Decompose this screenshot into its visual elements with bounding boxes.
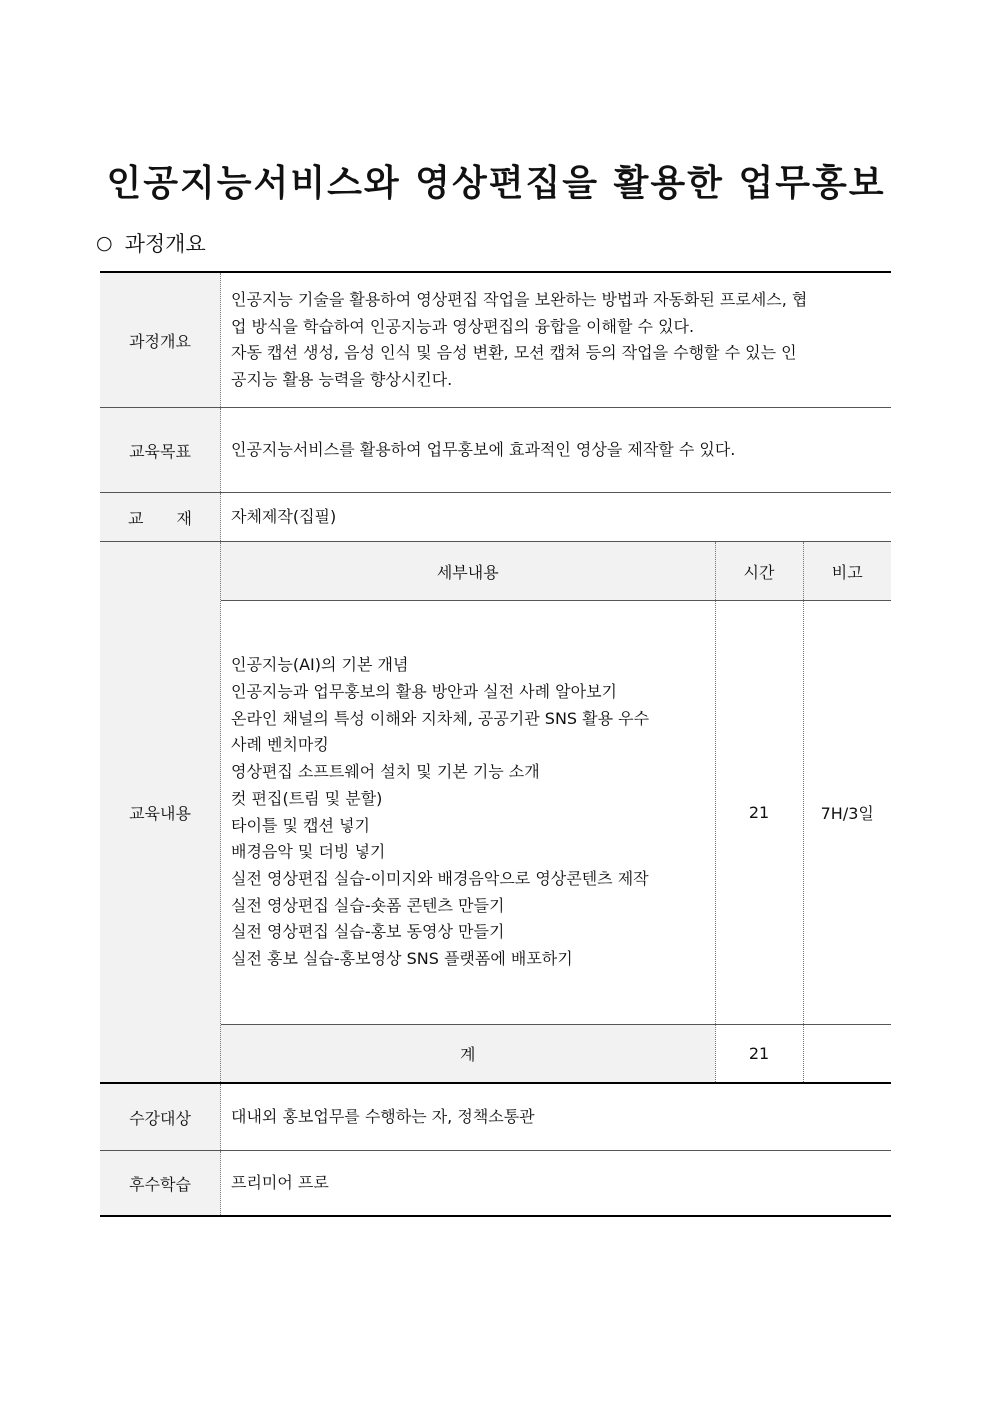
label-material [100, 493, 221, 542]
content-detail-table [221, 542, 891, 1082]
content-cell [221, 542, 892, 1084]
row-content [100, 542, 891, 1084]
row-goal [100, 408, 891, 493]
label-goal: 교육목표 [100, 408, 221, 493]
label-material-char: 교 [128, 508, 144, 528]
content-item: 사례 벤치마킹 [231, 735, 329, 755]
content-body-row [221, 601, 891, 1025]
content-total-row [221, 1025, 891, 1083]
content-item: 인공지능(AI)의 기본 개념 [231, 655, 409, 675]
content-item: 인공지능과 업무홍보의 활용 방안과 실전 사례 알아보기 [231, 681, 618, 701]
document-title: 인공지능서비스와 영상편집을 활용한 업무홍보 [106, 163, 886, 204]
section-heading [96, 228, 206, 258]
content-item: 실전 영상편집 실습-숏폼 콘텐츠 만들기 [231, 895, 505, 915]
label-target: 수강대상 [100, 1083, 221, 1151]
overview-line: 자동 캡션 생성, 음성 인식 및 음성 변환, 모션 캡쳐 등의 작업을 수행할 수 있는 인 [231, 343, 797, 362]
content-item: 타이틀 및 캡션 넣기 [231, 815, 370, 835]
content-item: 영상편집 소프트웨어 설치 및 기본 기능 소개 [231, 762, 540, 782]
row-followup [100, 1151, 891, 1217]
header-detail: 세부내용 [221, 542, 715, 601]
total-note [803, 1025, 891, 1083]
value-goal: 인공지능서비스를 활용하여 업무홍보에 효과적인 영상을 제작할 수 있다. [221, 408, 892, 493]
overview-line: 인공지능 기술을 활용하여 영상편집 작업을 보완하는 방법과 자동화된 프로세스, 협 [231, 290, 808, 309]
content-item: 실전 영상편집 실습-홍보 동영상 만들기 [231, 922, 505, 942]
content-header-row [221, 542, 891, 601]
circle-bullet-icon: ○ [96, 232, 113, 254]
content-item: 실전 홍보 실습-홍보영상 SNS 플랫폼에 배포하기 [231, 949, 573, 969]
content-note: 7H/3일 [820, 804, 874, 823]
value-target: 대내외 홍보업무를 수행하는 자, 정책소통관 [221, 1083, 892, 1151]
row-overview [100, 272, 891, 408]
content-item: 컷 편집(트림 및 분할) [231, 788, 383, 808]
content-items [221, 601, 715, 1025]
value-followup: 프리미어 프로 [221, 1151, 892, 1217]
content-item: 배경음악 및 더빙 넣기 [231, 842, 386, 862]
label-overview: 과정개요 [100, 272, 221, 408]
value-overview [221, 272, 892, 408]
value-material: 자체제작(집필) [221, 493, 892, 542]
label-followup: 후수학습 [100, 1151, 221, 1217]
overview-line: 업 방식을 학습하여 인공지능과 영상편집의 융합을 이해할 수 있다. [231, 316, 695, 336]
total-label: 계 [221, 1025, 715, 1083]
total-time: 21 [715, 1025, 803, 1083]
header-time: 시간 [715, 542, 803, 601]
content-time: 21 [715, 601, 803, 1025]
label-material-char: 재 [176, 508, 192, 528]
course-overview-table [100, 271, 891, 1217]
row-material [100, 493, 891, 542]
row-target [100, 1083, 891, 1151]
overview-line: 공지능 활용 능력을 향상시킨다. [231, 369, 453, 389]
header-note: 비고 [803, 542, 891, 601]
section-heading-label: 과정개요 [124, 232, 206, 256]
label-content: 교육내용 [100, 542, 221, 1084]
content-item: 온라인 채널의 특성 이해와 지차체, 공공기관 SNS 활용 우수 [231, 708, 650, 728]
content-item: 실전 영상편집 실습-이미지와 배경음악으로 영상콘텐츠 제작 [231, 868, 649, 888]
